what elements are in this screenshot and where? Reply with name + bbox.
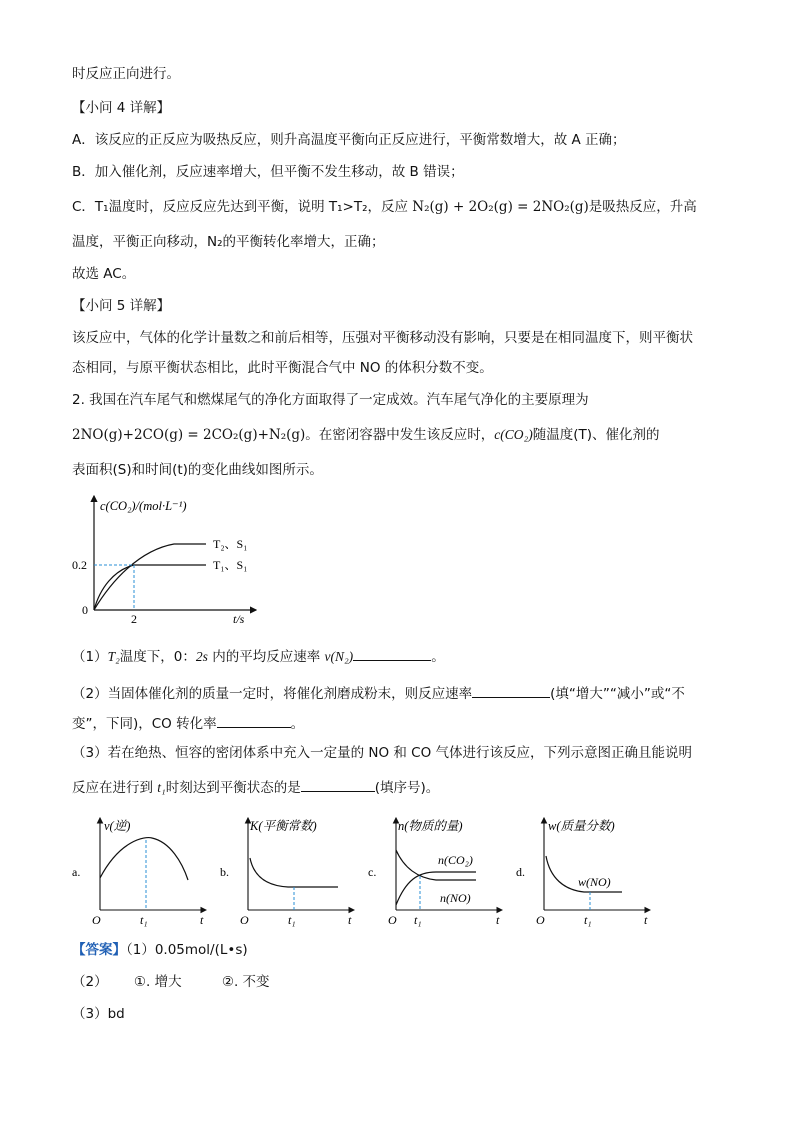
text: 变”，下同)，CO 转化率 (72, 716, 217, 732)
text: (填序号)。 (374, 780, 440, 796)
t1-label: t₁ (584, 913, 592, 927)
t-label: t (200, 913, 204, 927)
curve (250, 858, 338, 887)
option-letter: c. (368, 865, 377, 879)
t1-label: t₁ (414, 913, 422, 927)
text: ②. 不变 (221, 974, 270, 990)
text: （2）当固体催化剂的质量一定时，将催化剂磨成粉末，则反应速率 (72, 686, 473, 702)
answer-2 (72, 972, 270, 992)
text: 内的平均反应速率 (207, 649, 325, 665)
sub-question-2 (72, 683, 685, 704)
y-axis-label: n(物质的量) (398, 819, 463, 833)
series-t1-curve (94, 565, 206, 610)
answer-1 (72, 940, 248, 960)
text-line: 该反应中，气体的化学计量数之和前后相等，压强对平衡移动没有影响，只要是在相同温度下，则平衡状 (72, 330, 693, 346)
equation: 2NO(g)+2CO(g) = 2CO₂(g)+N₂(g) (72, 427, 306, 443)
temperature-symbol: T₂ (107, 649, 120, 664)
origin-label: O (388, 913, 397, 927)
series-label-no: n(NO) (440, 891, 471, 905)
text: （1）0.05mol/(L•s) (126, 942, 248, 958)
answer-tag: 【答案】 (72, 942, 126, 958)
text: 。 (290, 716, 305, 732)
option-chart-b[interactable] (218, 810, 368, 932)
x-axis-label: t/s (233, 612, 245, 626)
section-heading: 【小问 4 详解】 (72, 100, 171, 116)
series-t2-curve (94, 544, 206, 610)
text-line: 表面积(S)和时间(t)的变化曲线如图所示。 (72, 462, 323, 478)
option-c (72, 197, 697, 217)
curve (100, 838, 188, 880)
text: 。 (431, 649, 445, 665)
t1-label: t₁ (140, 913, 148, 927)
series-label-no: w(NO) (578, 875, 611, 889)
option-c-tail: 是吸热反应，升高 (588, 199, 697, 215)
answer-3: （3）bd (72, 1006, 125, 1022)
y-tick-label: 0.2 (72, 558, 87, 572)
text-line: 故选 AC。 (72, 266, 136, 282)
text-line: 态相同，与原平衡状态相比，此时平衡混合气中 NO 的体积分数不变。 (72, 360, 493, 376)
option-letter: a. (72, 865, 81, 879)
origin-label: O (536, 913, 545, 927)
text: ①. 增大 (133, 974, 182, 990)
y-axis-label: w(质量分数) (548, 819, 615, 833)
question-2: 2. 我国在汽车尾气和燃煤尾气的净化方面取得了一定成效。汽车尾气净化的主要原理为 (72, 392, 589, 408)
text: 反应在进行到 (72, 780, 158, 796)
answer-blank[interactable] (472, 683, 550, 698)
option-c-text: C．T₁温度时，反应反应先达到平衡，说明 T₁>T₂，反应 (72, 199, 413, 215)
option-chart-c[interactable] (366, 810, 516, 932)
text: 时刻达到平衡状态的是 (165, 780, 301, 796)
text-line: 温度，平衡正向移动，N₂的平衡转化率增大，正确； (72, 234, 385, 250)
t-label: t (644, 913, 648, 927)
t-label: t (348, 913, 352, 927)
option-chart-d[interactable] (514, 810, 664, 932)
series-label-t2: T₂、S₁ (213, 537, 248, 551)
sub-question-3-cont (72, 777, 439, 798)
sub-question-1 (72, 646, 445, 667)
origin-label: O (92, 913, 101, 927)
text: 随温度(T)、催化剂的 (532, 427, 660, 443)
text-line: 时反应正向进行。 (72, 66, 180, 82)
y-axis-label: K(平衡常数) (250, 819, 317, 833)
t-label: t (496, 913, 500, 927)
option-chart-a[interactable] (70, 810, 220, 932)
series-label-t1: T₁、S₁ (213, 558, 248, 572)
option-b: B．加入催化剂，反应速率增大，但平衡不发生移动，故 B 错误； (72, 164, 464, 180)
expression: c(CO₂) (494, 427, 533, 442)
text: (填“增大”“减小”或“不 (550, 686, 685, 702)
option-letter: d. (516, 865, 525, 879)
text: 温度下，0： (119, 649, 196, 665)
series-label-co2: n(CO₂) (438, 853, 473, 867)
y-axis-label: c(CO₂)/(mol·L⁻¹) (100, 499, 187, 513)
rate-symbol: v(N₂) (324, 649, 354, 664)
sub-question-2-cont (72, 713, 304, 734)
equation: N₂(g) + 2O₂(g) = 2NO₂(g) (412, 199, 589, 215)
concentration-chart (70, 488, 270, 628)
text: （1） (72, 649, 108, 665)
question-2-equation (72, 425, 660, 445)
y-axis-label: v(逆) (104, 819, 131, 833)
answer-blank[interactable] (301, 777, 375, 792)
text: 。在密闭容器中发生该反应时， (305, 427, 495, 443)
sub-question-3: （3）若在绝热、恒容的密闭体系中充入一定量的 NO 和 CO 气体进行该反应，下列示意图正确且能说明 (72, 745, 693, 761)
text: （2） (72, 974, 108, 990)
t1-label: t₁ (288, 913, 296, 927)
section-heading: 【小问 5 详解】 (72, 298, 171, 314)
option-letter: b. (220, 865, 229, 879)
time-value: 2s (195, 649, 208, 664)
origin-label: 0 (82, 603, 88, 617)
x-tick-label: 2 (131, 612, 137, 626)
time-symbol: t₁ (157, 780, 166, 795)
option-a: A．该反应的正反应为吸热反应，则升高温度平衡向正反应进行，平衡常数增大，故 A 正确； (72, 132, 626, 148)
answer-blank[interactable] (217, 713, 291, 728)
answer-blank[interactable] (353, 646, 431, 661)
origin-label: O (240, 913, 249, 927)
